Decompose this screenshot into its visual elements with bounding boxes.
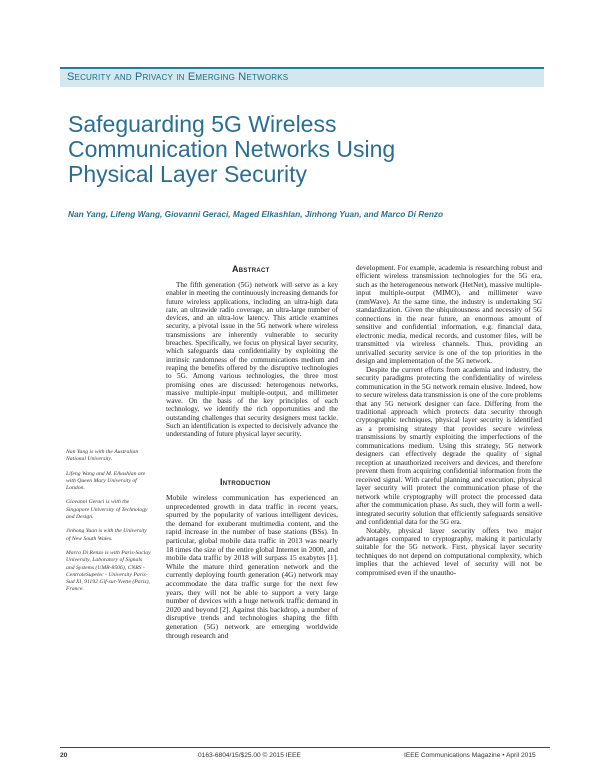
author-list: Nan Yang, Lifeng Wang, Giovanni Geraci, Maged Elkashlan, Jinhong Yuan, and Marco Di Renzo — [68, 209, 444, 219]
body-paragraph: Despite the current efforts from academia and industry, the security paradigms protecting the confidentiality of wireless communication in the 5G network remain elusive. Indeed, how to secure wireless data transmission is one of the core problems that any 5G network designer can face. Differing from the traditional approach which protects data security through cryptographic techniques, physical layer security is identified as a promising strategy that provides secure wireless transmissions by smartly exploiting the imperfections of the communications medium. Using this strategy, 5G network designers can effectively degrade the quality of signal reception at unauthorized receivers and devices, and therefore prevent them from acquiring confidential information from the received signal. With careful planning and execution, physical layer security will protect the communication phase of the network while cryptography will protect the processed data after the communication phase. As such, they will form a well-integrated security solution that efficiently safeguards sensitive and confidential data for the 5G era. — [356, 364, 542, 527]
abstract-paragraph: The fifth generation (5G) network will serve as a key enabler in meeting the continuously increasing demands for future wireless applications, including an ultra-high data rate, an ultrawide radio coverage, an ultra-large number of devices, and an ultra-low latency. This article examines security, a pivotal issue in the 5G network where wireless transmissions are inherently vulnerable to security breaches. Specifically, we focus on physical layer security, which safeguards data confidentiality by exploiting the intrinsic randomness of the communications medium and reaping the benefits offered by the disruptive technologies to 5G. Among various technologies, the three most promising ones are discussed: heterogenous networks, massive multiple-input multiple-output, and millimeter wave. On the basis of the key principles of each technology, we identify the rich opportunities and the outstanding challenges that security designers must tackle. Such an identification is expected to decisively advance the understanding of future physical layer security. — [166, 281, 338, 439]
affiliation-note: Jinhong Yuan is with the University of New South Wales. — [66, 528, 147, 542]
footer-rule — [60, 747, 550, 748]
section-label: Security and Privacy in Emerging Networks — [67, 71, 289, 83]
affiliation-note: Marco Di Renzo is with Paris-Saclay University, Laboratory of Signals and Systems (UMR-8506), CNRS - CentraleSupelec - University Paris-Sud XI, 91192 Gif-sur-Yvette (Paris), France. — [66, 549, 151, 593]
body-paragraph: development. For example, academia is researching robust and efficient wireless transmission technologies for the 5G era, such as the heterogeneous network (HetNet), massive multiple-input multiple-output (MIMO), and millimeter wave (mmWave). At the same time, the industry is undertaking 5G standardization. Given the ubiquitousness and necessity of 5G connections in the near future, an enormous amount of sensitive and confidential information, e.g. financial data, electronic media, medical records, and customer files, will be transmitted via wireless channels. Thus, providing an unrivalled security service is one of the top priorities in the design and implementation of the 5G network. — [356, 263, 542, 366]
body-paragraph: Notably, physical layer security offers two major advantages compared to cryptography, making it particularly suitable for the 5G network. First, physical layer security techniques do not depend on computational complexity, which implies that the achieved level of security will not be compromised even if the unautho- — [356, 525, 542, 577]
right-column — [356, 264, 542, 577]
intro-paragraph: Mobile wireless communication has experienced an unprecedented growth in data traffic in recent years, spurred by the popularity of various intelligent devices, the demand for exuberant multimedia content, and the rapid increase in the number of base stations (BSs). In particular, global mobile data traffic in 2013 was nearly 18 times the size of the entire global Internet in 2000, and mobile data traffic by 2018 will surpass 15 exabytes [1]. While the mature third generation network and the currently deploying fourth generation (4G) network may accommodate the data traffic surge for the next few years, they will not be able to support a very large number of devices with a huge network traffic demand in 2020 and beyond [2]. Against this backdrop, a number of disruptive trends and technologies shaping the fifth generation (5G) network are emerging worldwide through research and — [166, 493, 338, 640]
title-line: Physical Layer Security — [68, 161, 308, 187]
affiliations-sidebar — [66, 449, 152, 601]
article-title — [68, 112, 508, 187]
introduction-body — [166, 494, 338, 640]
abstract-body — [166, 281, 338, 439]
affiliation-note: Lifeng Wang and M. Elkashlan are with Queen Mary University of London. — [66, 470, 146, 492]
issn-line: 0163-6804/15/$25.00 © 2015 IEEE — [198, 752, 301, 759]
title-line: Safeguarding 5G Wireless — [68, 111, 337, 137]
title-line: Communication Networks Using — [68, 136, 396, 162]
introduction-heading: Introduction — [220, 477, 271, 487]
journal-info: IEEE Communications Magazine • April 2015 — [404, 752, 536, 759]
page-number: 20 — [60, 752, 68, 759]
affiliation-note: Giovanni Geraci is with the Singapore University of Technology and Design. — [66, 499, 148, 521]
affiliation-note: Nan Yang is with the Australian National University. — [66, 449, 139, 463]
abstract-heading: Abstract — [232, 264, 270, 274]
section-banner — [60, 67, 544, 87]
